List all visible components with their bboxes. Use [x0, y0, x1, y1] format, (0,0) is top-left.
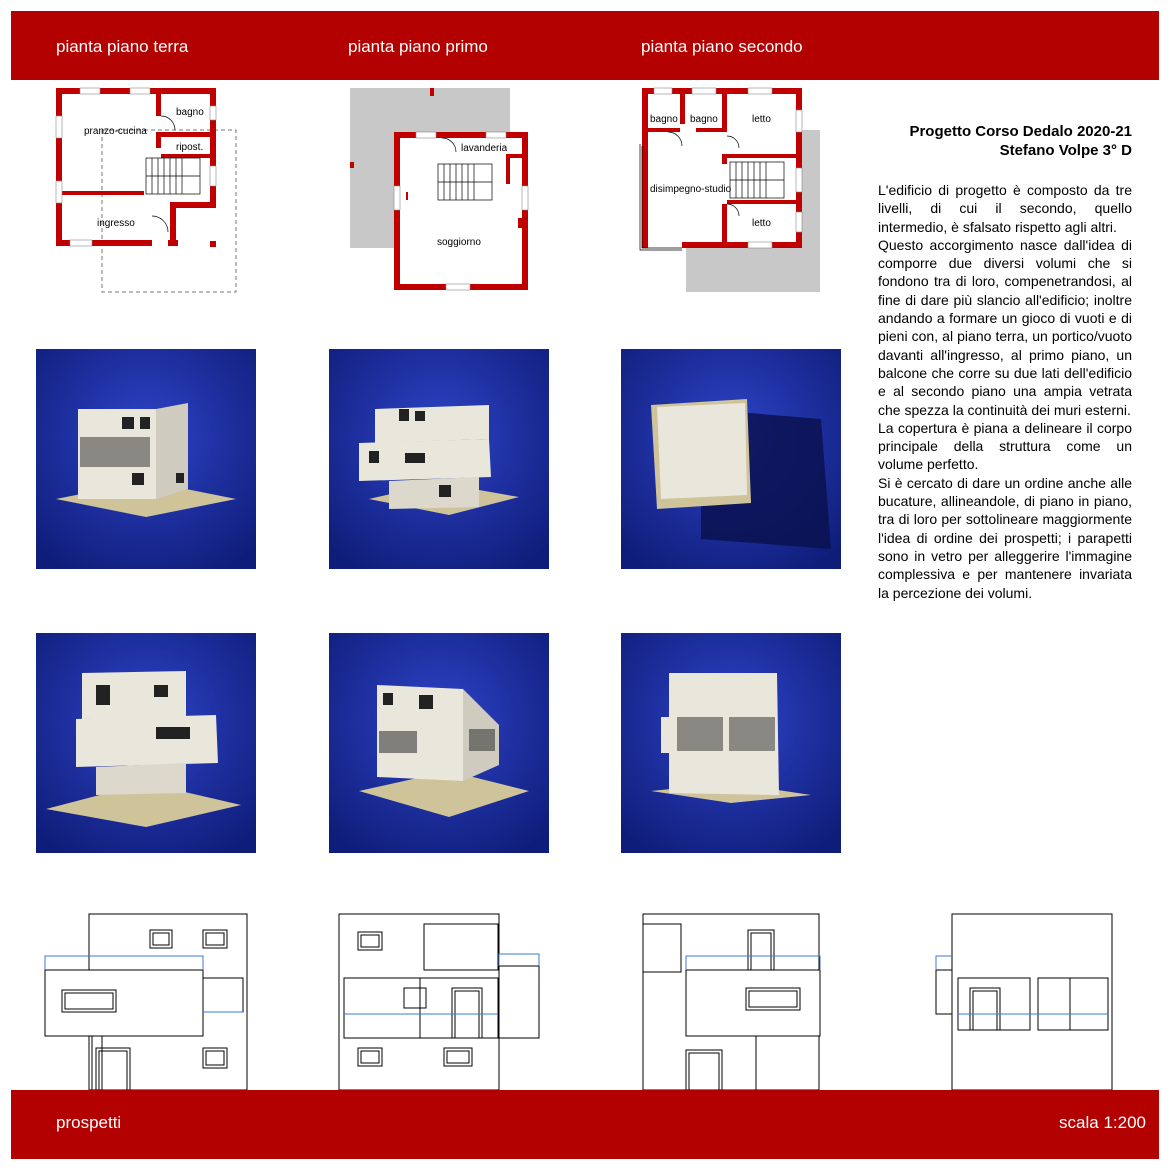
room-ripostiglio: ripost.	[176, 142, 204, 153]
room-pranzo-cucina: pranzo-cucina	[84, 126, 147, 137]
room-soggiorno: soggiorno	[437, 237, 481, 248]
description-paragraph: Questo accorgimento nasce dall'idea di comporre due diversi volumi che si fondono tra di loro, compenetrandosi, al fine di dare più slancio all'edificio; inoltre andando a formare un gioco di vuoti e di pieni con, al piano terra, un portico/vuoto davanti all'ingresso, al primo piano, un balcone che corre su due lati dell'edificio e al secondo piano una ampia vetrata che spezza la continuità dei muri esterni.	[878, 236, 1132, 418]
model-photo-4	[36, 633, 256, 853]
project-title-line1: Progetto Corso Dedalo 2020-21	[909, 123, 1132, 140]
room-letto-2: letto	[752, 218, 771, 229]
plan-second-floor	[638, 86, 828, 301]
model-photo-5	[329, 633, 549, 853]
model-photo-3	[621, 349, 841, 569]
description-paragraph: Si è cercato di dare un ordine anche alle bucature, allineandole, di piano in piano, tra di loro per sottolineare maggiormente l'idea di ordine dei prospetti; i parapetti sono in vetro per alleggerire l'immagine complessiva e per mantenere invariata la percezione dei volumi.	[878, 474, 1132, 601]
project-title	[878, 122, 1132, 160]
plan-first-title: pianta piano primo	[348, 37, 488, 56]
room-letto-1: letto	[752, 114, 771, 125]
plan-ground-floor	[50, 86, 250, 301]
description-paragraph: La copertura è piana a delineare il corpo principale della struttura come un volume perfetto.	[878, 419, 1132, 473]
plan-first-floor	[346, 86, 536, 301]
elevation-3	[638, 908, 850, 1097]
plan-second-title: pianta piano secondo	[641, 37, 803, 56]
model-photo-2	[329, 349, 549, 569]
room-bagno-2: bagno	[690, 114, 718, 125]
project-description	[878, 181, 1132, 602]
elevation-2	[334, 908, 546, 1097]
room-ingresso: ingresso	[97, 218, 135, 229]
elevation-4	[932, 908, 1144, 1097]
scale-label: scala 1:200	[1059, 1113, 1146, 1132]
plan-ground-title: pianta piano terra	[56, 37, 189, 56]
room-lavanderia: lavanderia	[461, 143, 508, 154]
model-photo-1	[36, 349, 256, 569]
room-disimpegno-studio: disimpegno-studio	[650, 184, 732, 195]
elevation-1	[40, 908, 252, 1097]
room-bagno-1: bagno	[650, 114, 678, 125]
elevations-title: prospetti	[56, 1113, 122, 1132]
description-paragraph: L'edificio di progetto è composto da tre livelli, di cui il secondo, quello intermedio, è sfalsato rispetto agli altri.	[878, 182, 1132, 235]
model-photo-6	[621, 633, 841, 853]
footer-band	[11, 1090, 1159, 1159]
room-bagno: bagno	[176, 107, 204, 118]
project-title-line2: Stefano Volpe 3° D	[999, 142, 1132, 159]
